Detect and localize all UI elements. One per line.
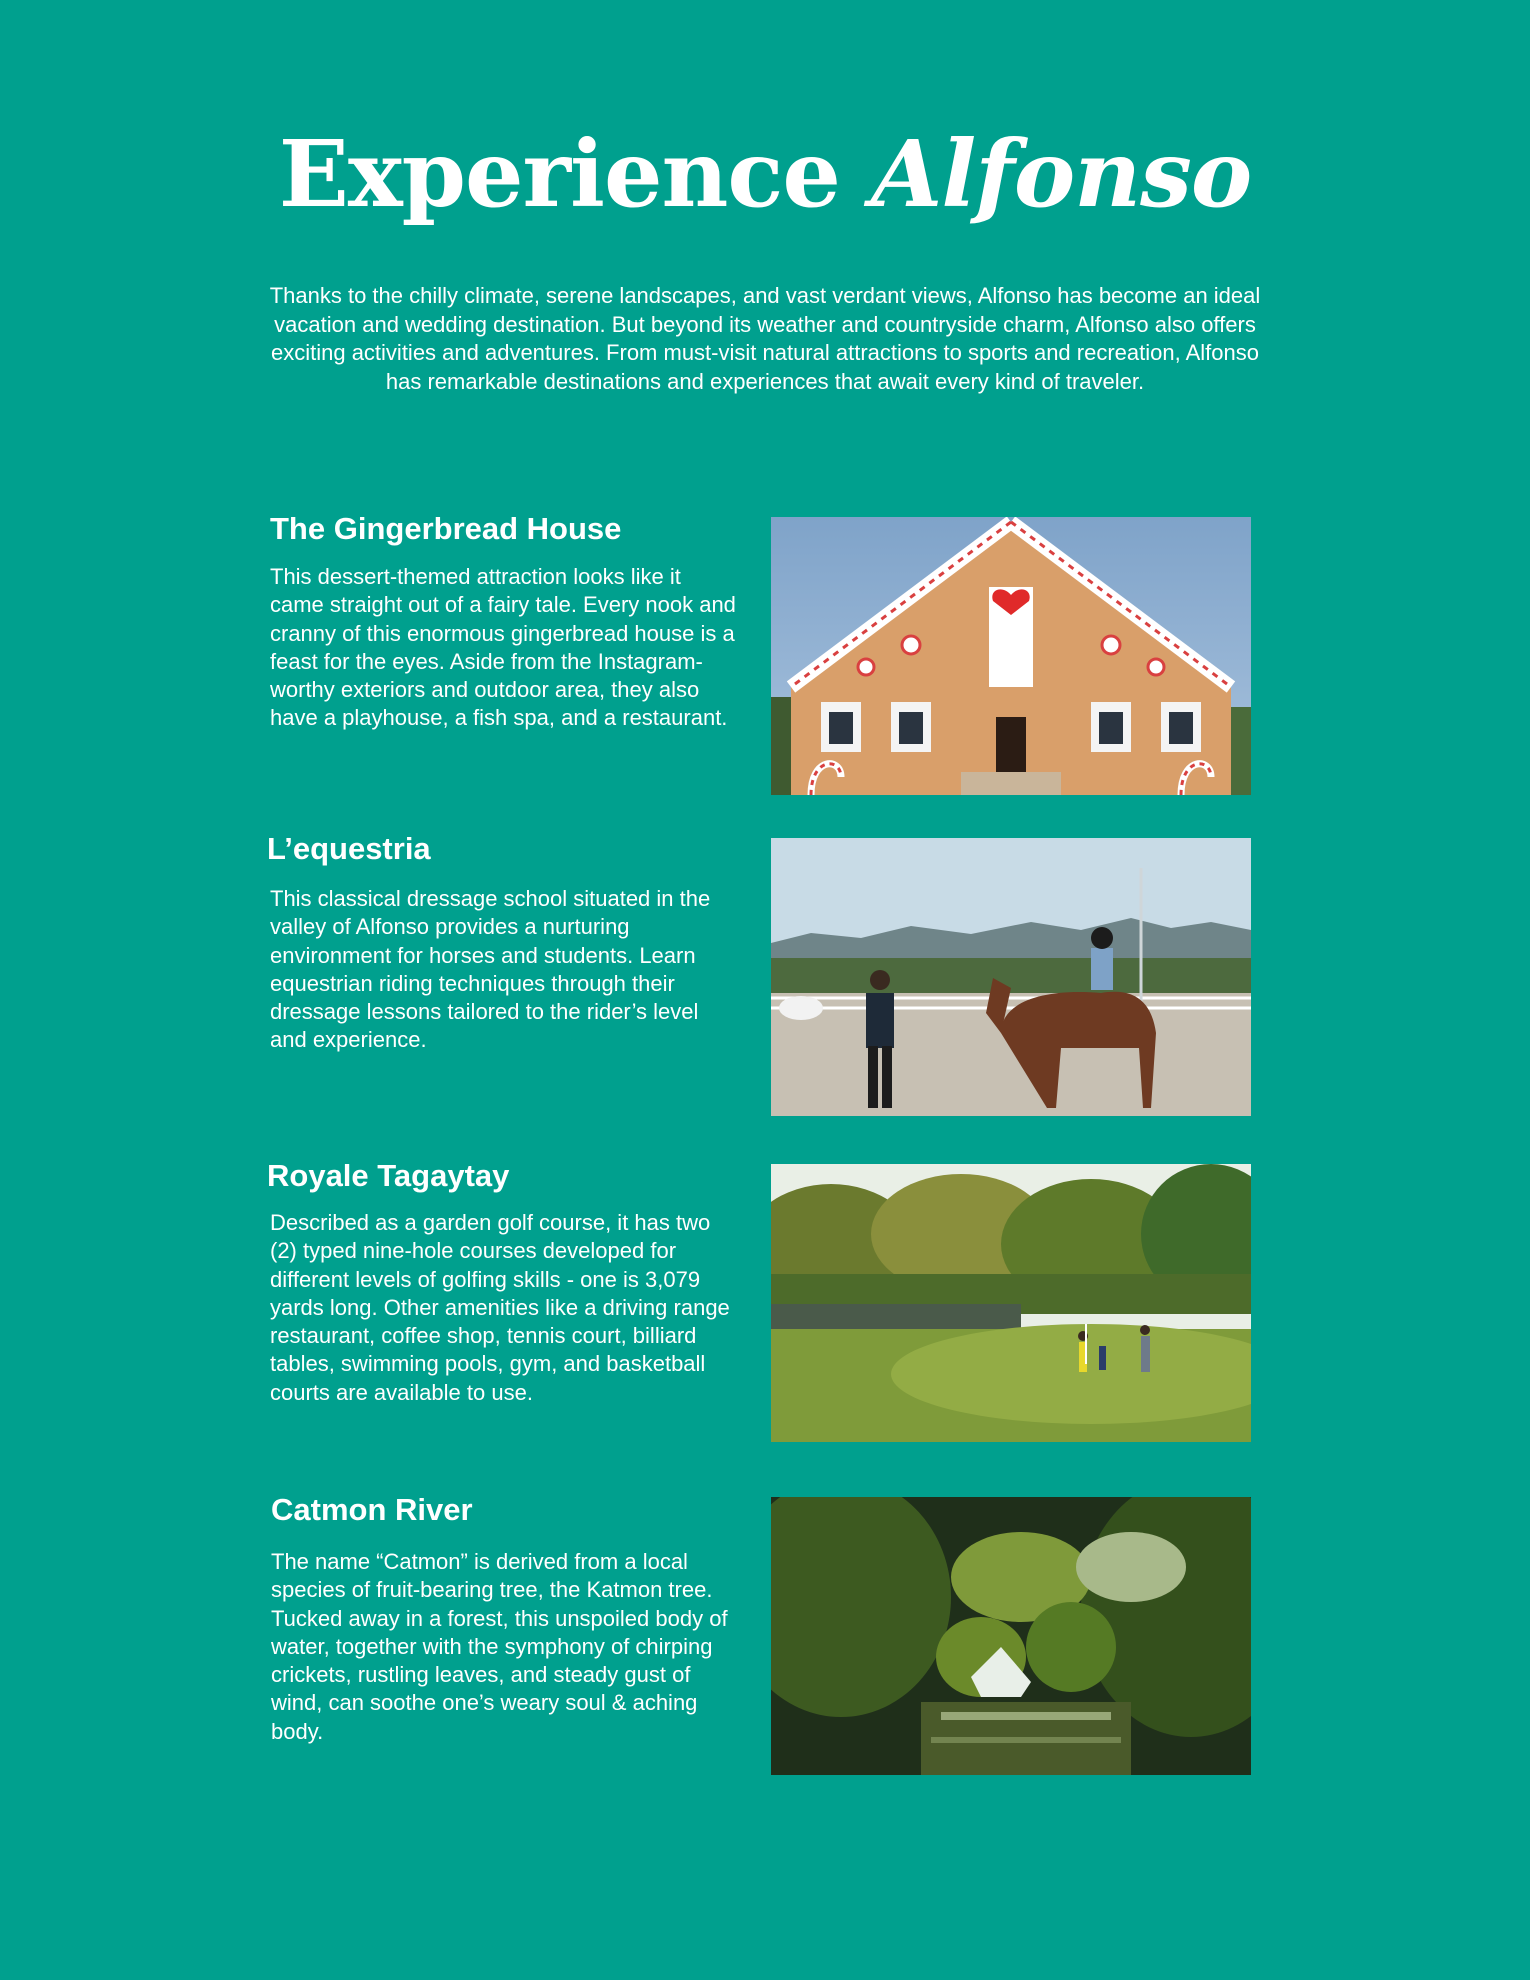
section-body-royale-tagaytay: Described as a garden golf course, it has two (2) typed nine-hole courses developed for different levels of golfing skills - one is 3,079 yards long. Other amenities like a driving range restaurant, coffee shop, tennis court, billiard tables, swimming pools, gym, and basketball courts are available to use. bbox=[270, 1210, 730, 1405]
title-word-experience: Experience bbox=[278, 120, 840, 228]
page-title bbox=[0, 120, 1530, 228]
section-title-lequestria: L’equestria bbox=[267, 831, 431, 866]
catmon-river-photo bbox=[771, 1497, 1251, 1775]
section-body-catmon-river: The name “Catmon” is derived from a local species of fruit-bearing tree, the Katmon tree. Tucked away in a forest, this unspoiled body of water, together with the symphony of chirping crickets, rustling leaves, and steady gust of wind, can soothe one’s weary soul & aching body. bbox=[271, 1549, 728, 1744]
section-title-catmon-river: Catmon River bbox=[271, 1492, 473, 1527]
intro-paragraph: Thanks to the chilly climate, serene landscapes, and vast verdant views, Alfonso has become an ideal vacation and wedding destination. But beyond its weather and countryside charm, Alfonso also offers exciting activities and adventures. From must-visit natural attractions to sports and recreation, Alfonso has remarkable destinations and experiences that await every kind of traveler. bbox=[269, 283, 1261, 394]
lequestria-photo bbox=[771, 838, 1251, 1116]
royale-tagaytay-photo bbox=[771, 1164, 1251, 1442]
section-title-gingerbread-house: The Gingerbread House bbox=[270, 511, 622, 546]
gingerbread-house-photo bbox=[771, 517, 1251, 795]
section-body-gingerbread-house: This dessert-themed attraction looks like it came straight out of a fairy tale. Every nook and cranny of this enormous gingerbread house is a feast for the eyes. Aside from the Instagram-worthy exteriors and outdoor area, they also have a playhouse, a fish spa, and a restaurant. bbox=[270, 564, 736, 731]
section-body-lequestria: This classical dressage school situated in the valley of Alfonso provides a nurturing environment for horses and students. Learn equestrian riding techniques through their dressage lessons tailored to the rider’s level and experience. bbox=[270, 886, 711, 1053]
title-word-alfonso: Alfonso bbox=[870, 120, 1252, 228]
section-title-royale-tagaytay: Royale Tagaytay bbox=[267, 1158, 510, 1193]
